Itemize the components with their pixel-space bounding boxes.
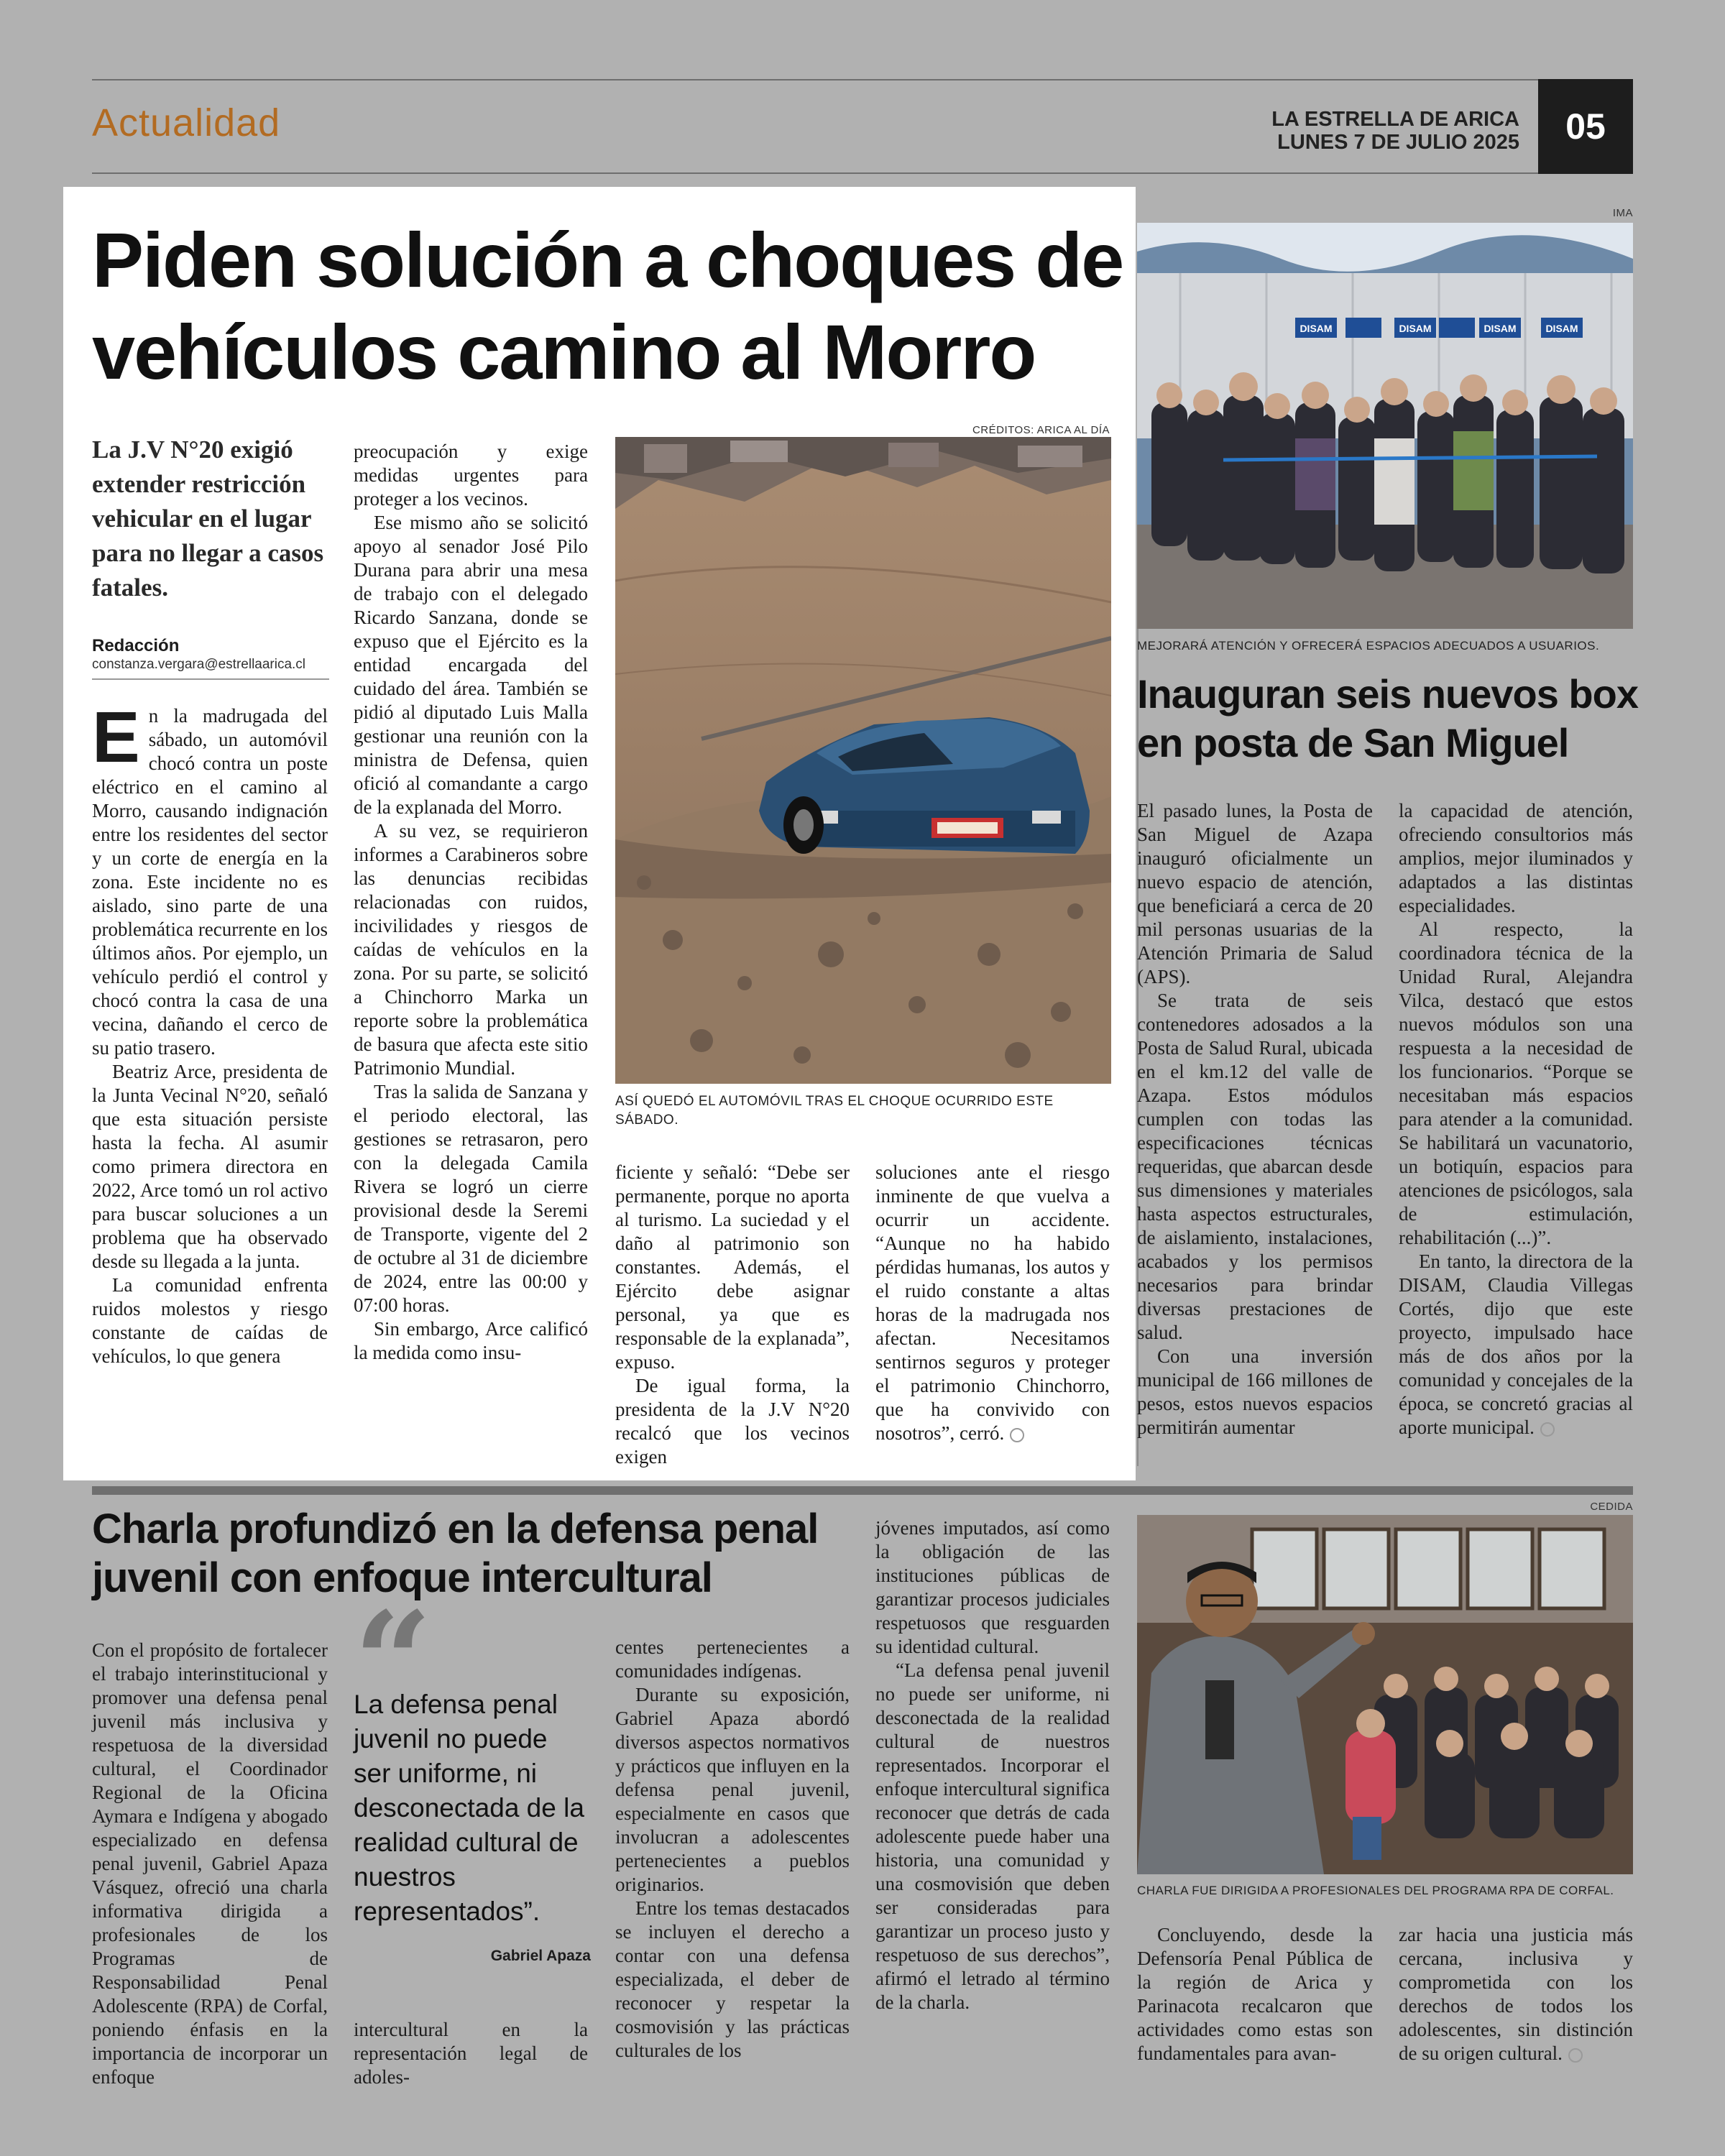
- quote-text: La defensa penal juvenil no puede ser uniforme, ni desconectada de la realidad cultural de nuestros representados”.: [354, 1690, 584, 1926]
- section-label: Actualidad: [92, 101, 281, 144]
- main-paragraph: n la madrugada del sábado, un automóvil chocó contra un poste eléctrico en el camino al Morro, causando indignación entre los residentes del sector y un corte de energía en la zona. Este incidente no es aislado, sino parte de una problemática recurrente en los últimos años. Por ejemplo, un vehículo perdió el control y chocó contra la casa de una vecina, dañando el cerco de su patio trasero.: [92, 705, 328, 1059]
- bottom-column-4: [875, 1516, 1110, 2084]
- bottom-paragraph: jóvenes imputados, así como la obligación de las instituciones públicas de garantizar procesos judiciales respetuosos que resguarden su identidad cultural.: [875, 1517, 1110, 1657]
- drop-cap: E: [92, 697, 140, 778]
- right-paragraph: Con una inversión municipal de 166 millones de pesos, estos nuevos espacios permitirán aumentar: [1137, 1345, 1373, 1438]
- bottom-paragraph: Entre los temas destacados se incluyen el derecho a contar con una defensa especializada, el deber de reconocer y respetar la cosmovisión y las prácticas culturales de los: [615, 1897, 850, 2061]
- car-crash-photo: [615, 437, 1111, 1084]
- disam-banner: DISAM: [1399, 323, 1432, 334]
- bottom-column-6: [1399, 1923, 1633, 2083]
- main-paragraph: Beatriz Arce, presidenta de la Junta Vecinal N°20, señaló que esta situación persiste hasta la fecha. Al asumir como primera directora en 2022, Arce tomó un rol activo para buscar soluciones a un problema que ha observado desde su llegada a la junta.: [92, 1061, 328, 1272]
- main-column-4: [875, 1161, 1110, 1452]
- bottom-column-2: [354, 2018, 588, 2088]
- main-photo-credit: CRÉDITOS: ARICA AL DÍA: [972, 424, 1110, 436]
- talk-photo: [1137, 1515, 1633, 1874]
- main-headline: Piden solución a choques de vehículos camino al Morro: [92, 216, 1123, 395]
- bottom-paragraph: intercultural en la representación legal de adoles-: [354, 2019, 588, 2088]
- right-paragraph: El pasado lunes, la Posta de San Miguel de Azapa inauguró oficialmente un nuevo espacio de atención, que beneficiará a cerca de 20 mil personas usuarias de la Atención Primaria de Salud (APS).: [1137, 800, 1373, 987]
- top-rule: [92, 79, 1538, 80]
- right-paragraph: En tanto, la directora de la DISAM, Claudia Villegas Cortés, dijo que este proyecto, impulsado hace más de dos años por la comunidad y concejales de la época, se concretó gracias al aporte municipal.: [1399, 1250, 1633, 1438]
- main-paragraph: Sin embargo, Arce calificó la medida como insu-: [354, 1318, 588, 1363]
- bottom-paragraph: “La defensa penal juvenil no puede ser uniforme, ni desconectada de la realidad cultural de nuestros representados. Incorporar el enfoque intercultural significa reconocer que detrás de cada adolescente puede haber una historia, una comunidad y una cosmovisión que deben ser consideradas para garantizar un proceso justo y respetuoso de sus derechos”, afirmó el letrado al término de la charla.: [875, 1659, 1110, 2013]
- bottom-column-1: [92, 1639, 328, 2088]
- main-column-2: [354, 440, 588, 1453]
- pull-quote: [354, 1608, 591, 1965]
- end-of-article-icon: [1568, 2048, 1583, 2063]
- end-of-article-icon: [1010, 1428, 1024, 1442]
- bottom-column-5: [1137, 1923, 1373, 2083]
- right-paragraph: la capacidad de atención, ofreciendo consultorios más amplios, mejor iluminados y adaptados a las distintas especialidades.: [1399, 800, 1633, 916]
- bottom-paragraph: Con el propósito de fortalecer el trabajo interinstitucional y promover una defensa penal juvenil más inclusiva y respetuosa de la diversidad cultural, el Coordinador Regional de la Oficina Aymara e Indígena y abogado especializado en defensa penal juvenil, Gabriel Apaza Vásquez, ofreció una charla informativa dirigida a profesionales de los Programas de Responsabilidad Penal Adolescente (RPA) de Corfal, poniendo énfasis en la importancia de incorporar un enfoque: [92, 1639, 328, 2088]
- right-photo-credit: IMA: [1612, 207, 1633, 219]
- byline-rule: [92, 678, 329, 680]
- main-column-1: [92, 697, 328, 1452]
- right-paragraph: Se trata de seis contenedores adosados a la Posta de Salud Rural, ubicada en el km.12 del valle de Azapa. Estos módulos cumplen con todas las especificaciones técnicas requeridas, que abarcan desde sus dimensiones y materiales hasta aspectos estructurales, de aislamiento, instalaciones, acabados y los permisos necesarios para brindar diversas prestaciones de salud.: [1137, 990, 1373, 1343]
- right-photo-caption: MEJORARÁ ATENCIÓN Y OFRECERÁ ESPACIOS ADECUADOS A USUARIOS.: [1137, 639, 1600, 653]
- main-paragraph: De igual forma, la presidenta de la J.V N°20 recalcó que los vecinos exigen: [615, 1375, 850, 1468]
- main-standfirst: La J.V N°20 exigió extender restricción vehicular en el lugar para no llegar a casos fatales.: [92, 436, 324, 602]
- byline-email[interactable]: constanza.vergara@estrellaarica.cl: [92, 657, 306, 672]
- disam-banner: DISAM: [1545, 323, 1578, 334]
- main-paragraph: Tras la salida de Sanzana y el periodo electoral, las gestiones se retrasaron, pero con la delegada Camila Rivera se logró un cierre provisional desde la Seremi de Transporte, vigente del 2 de octubre al 31 de diciembre de 2024, entre las 00:00 y 07:00 horas.: [354, 1081, 588, 1316]
- end-of-article-icon: [1540, 1422, 1555, 1437]
- bottom-paragraph: zar hacia una justicia más cercana, inclusiva y comprometida con los derechos de todos los adolescentes, sin distinción de su origen cultural.: [1399, 1924, 1633, 2064]
- main-paragraph: preocupación y exige medidas urgentes para proteger a los vecinos.: [354, 441, 588, 510]
- bottom-photo-credit: CEDIDA: [1590, 1501, 1633, 1513]
- right-column-1: [1137, 799, 1373, 1453]
- right-column-2: [1399, 799, 1633, 1453]
- bottom-paragraph: centes pertenecientes a comunidades indígenas.: [615, 1636, 850, 1682]
- bottom-paragraph: Concluyendo, desde la Defensoría Penal Pública de la región de Arica y Parinacota recalcaron que actividades como estas son fundamentales para avan-: [1137, 1924, 1373, 2064]
- disam-banner: DISAM: [1484, 323, 1517, 334]
- main-paragraph: La comunidad enfrenta ruidos molestos y riesgo constante de caídas de vehículos, lo que genera: [92, 1274, 328, 1367]
- page-number: 05: [1538, 79, 1633, 174]
- inauguration-photo: [1137, 223, 1633, 629]
- main-paragraph: Ese mismo año se solicitó apoyo al senador José Pilo Durana para abrir una mesa de trabajo con el delegado Ricardo Sanzana, donde se expuso que el Ejército es la entidad encargada del cuidado del área. También se pidió al diputado Luis Malla gestionar una reunión con la ministra de Defensa, quien ofició al comandante a cargo de la explanada del Morro.: [354, 512, 588, 818]
- bottom-paragraph: Durante su exposición, Gabriel Apaza abordó diversos aspectos normativos y prácticos que influyen en la defensa penal juvenil, especialmente en casos que involucran a adolescentes pertenecientes a pueblos originarios.: [615, 1684, 850, 1895]
- issue-date: LUNES 7 DE JULIO 2025: [1277, 131, 1519, 154]
- right-paragraph: Al respecto, la coordinadora técnica de la Unidad Rural, Alejandra Vilca, destacó que estos nuevos módulos son una respuesta a la necesidad de los funcionarios. “Porque se necesitaban más espacios para atender a la comunidad. Se habilitará un vacunatorio, un botiquín, espacios para atenciones de psicólogos, sala de estimulación, rehabilitación (...)”.: [1399, 918, 1633, 1248]
- bottom-photo-caption: CHARLA FUE DIRIGIDA A PROFESIONALES DEL PROGRAMA RPA DE CORFAL.: [1137, 1884, 1614, 1897]
- disam-banner: DISAM: [1300, 323, 1333, 334]
- right-headline: Inauguran seis nuevos box en posta de San Miguel: [1137, 671, 1638, 765]
- quote-author: Gabriel Apaza: [490, 1948, 591, 1964]
- main-column-3: [615, 1161, 850, 1468]
- main-paragraph: soluciones ante el riesgo inminente de que vuelva a ocurrir un accidente. “Aunque no ha habido pérdidas humanas, los autos y el ruido constante a altas horas de la madrugada nos afectan. Necesitamos sentirnos seguros y proteger el patrimonio Chinchorro, que ha convivido con nosotros”, cerró.: [875, 1161, 1110, 1444]
- main-paragraph: ficiente y señaló: “Debe ser permanente, porque no aporta al turismo. La suciedad y el daño al patrimonio son constantes. Además, el Ejército debe asignar personal, ya que es responsable de la explanada”, expuso.: [615, 1161, 850, 1373]
- main-paragraph: A su vez, se requirieron informes a Carabineros sobre las denuncias recibidas relacionadas con ruidos, incivilidades y riesgos de caídas de vehículos en la zona. Por su parte, se solicitó a Chinchorro Marka un reporte sobre la problemática de basura que afecta este sitio Patrimonio Mundial.: [354, 820, 588, 1079]
- bottom-section-rule: [92, 1486, 1633, 1495]
- header-rule: [92, 172, 1538, 174]
- bottom-headline: Charla profundizó en la defensa penal juvenil con enfoque intercultural: [92, 1506, 819, 1601]
- main-photo-caption: ASÍ QUEDÓ EL AUTOMÓVIL TRAS EL CHOQUE OCURRIDO ESTE SÁBADO.: [615, 1094, 1054, 1128]
- paper-name: LA ESTRELLA DE ARICA: [1271, 108, 1519, 131]
- bottom-column-3: [615, 1636, 850, 2081]
- masthead: [1271, 108, 1519, 154]
- quote-mark-icon: [354, 1608, 591, 1687]
- byline-author: Redacción: [92, 636, 180, 655]
